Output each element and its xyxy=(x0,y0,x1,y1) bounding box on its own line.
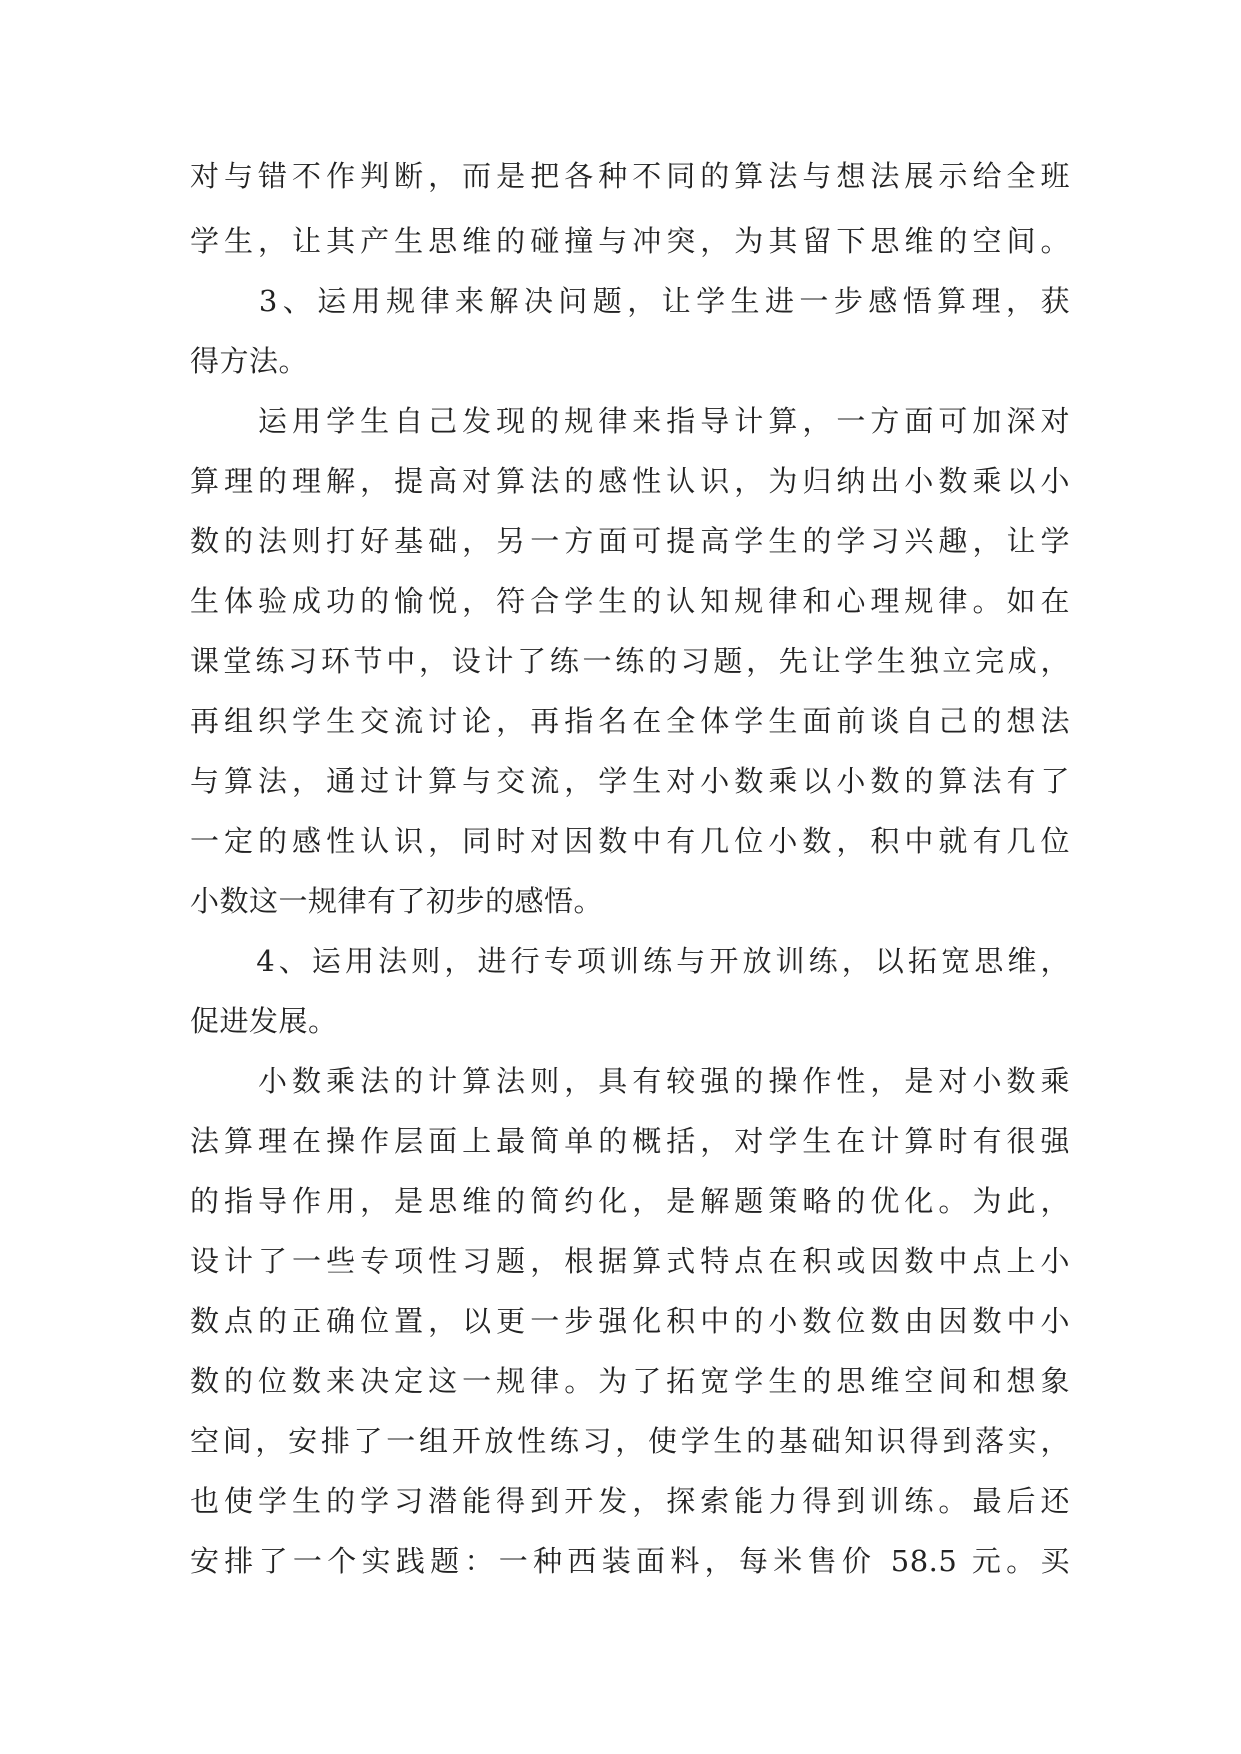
text-line: 对与错不作判断，而是把各种不同的算法与想法展示给全班 xyxy=(190,159,1070,193)
text-line: 数的位数来决定这一规律。为了拓宽学生的思维空间和想象 xyxy=(190,1364,1070,1398)
text-line: 促进发展。 xyxy=(190,1004,338,1038)
text-line: 学生，让其产生思维的碰撞与冲突，为其留下思维的空间。 xyxy=(190,224,1070,258)
text-line: 数的法则打好基础，另一方面可提高学生的学习兴趣，让学 xyxy=(190,524,1070,558)
text-line: 法算理在操作层面上最简单的概括，对学生在计算时有很强 xyxy=(190,1124,1070,1158)
text-line: 再组织学生交流讨论，再指名在全体学生面前谈自己的想法 xyxy=(190,704,1070,738)
text-line: 小数乘法的计算法则，具有较强的操作性，是对小数乘 xyxy=(190,1064,1070,1098)
text-line: 也使学生的学习潜能得到开发，探索能力得到训练。最后还 xyxy=(190,1484,1070,1518)
text-line: 4、运用法则，进行专项训练与开放训练，以拓宽思维， xyxy=(190,944,1070,978)
text-line: 小数这一规律有了初步的感悟。 xyxy=(190,884,604,918)
text-line: 3、运用规律来解决问题，让学生进一步感悟算理，获 xyxy=(190,284,1070,318)
text-line: 与算法，通过计算与交流，学生对小数乘以小数的算法有了 xyxy=(190,764,1070,798)
text-line: 课堂练习环节中，设计了练一练的习题，先让学生独立完成， xyxy=(190,644,1070,678)
text-line: 的指导作用，是思维的简约化，是解题策略的优化。为此， xyxy=(190,1184,1070,1218)
text-line: 运用学生自己发现的规律来指导计算，一方面可加深对 xyxy=(190,404,1070,438)
text-line: 设计了一些专项性习题，根据算式特点在积或因数中点上小 xyxy=(190,1244,1070,1278)
text-line: 得方法。 xyxy=(190,344,309,378)
text-line: 安排了一个实践题：一种西装面料，每米售价 58.5 元。买 xyxy=(190,1544,1070,1578)
text-line: 空间，安排了一组开放性练习，使学生的基础知识得到落实， xyxy=(190,1424,1070,1458)
text-line: 生体验成功的愉悦，符合学生的认知规律和心理规律。如在 xyxy=(190,584,1070,618)
text-line: 算理的理解，提高对算法的感性认识，为归纳出小数乘以小 xyxy=(190,464,1070,498)
text-line: 一定的感性认识，同时对因数中有几位小数，积中就有几位 xyxy=(190,824,1070,858)
text-line: 数点的正确位置，以更一步强化积中的小数位数由因数中小 xyxy=(190,1304,1070,1338)
